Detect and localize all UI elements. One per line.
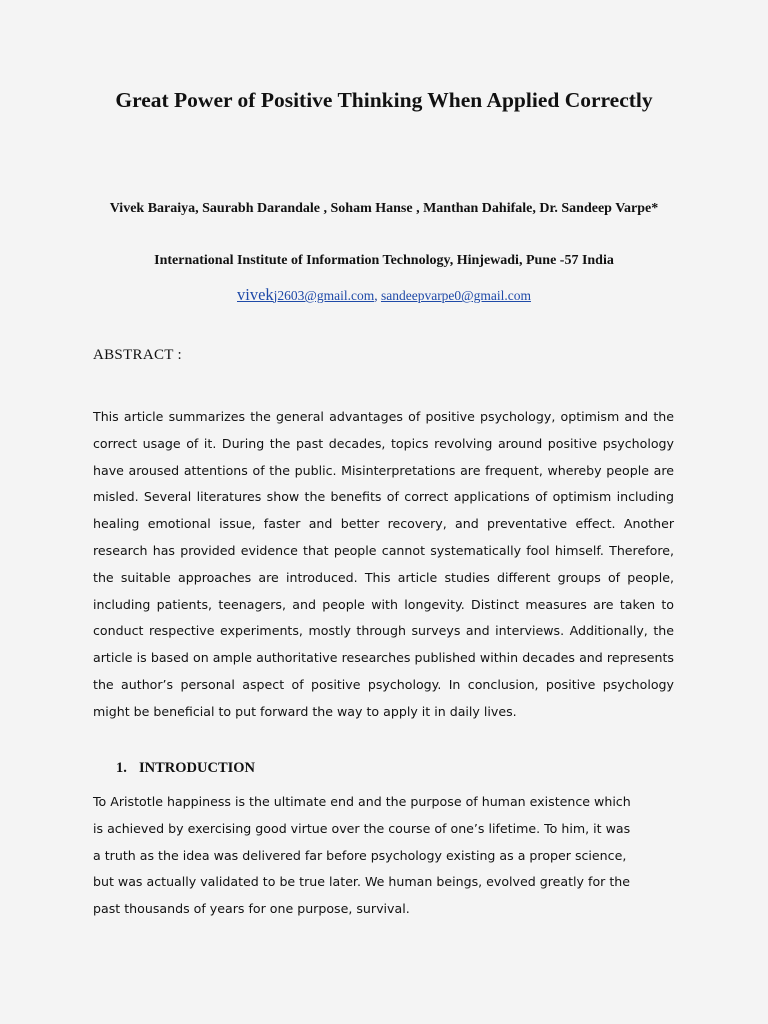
email-link-vivek-prefix: vivek <box>237 285 274 304</box>
affiliation: International Institute of Information Technology, Hinjewadi, Pune -57 India <box>154 253 614 268</box>
intro-line: past thousands of years for one purpose, survival. <box>93 901 410 917</box>
intro-line: is achieved by exercising good virtue over the course of one’s lifetime. To him, it was <box>93 820 631 836</box>
section-heading-introduction <box>116 760 255 777</box>
email-link-vivek-rest: j2603@gmail.com <box>273 288 375 303</box>
abstract-body: This article summarizes the general advantages of positive psychology, optimism and the correct usage of it. During the past decades, topics revolving around positive psychology have aroused attentions of the public. Misinterpretations are frequent, whereby people are misled. Several literatures show the benefits of correct applications of optimism including healing emotional issue, faster and better recovery, and preventative effect. Another research has provided evidence that people cannot systematically fool himself. Therefore, the suitable approaches are introduced. This article studies different groups of people, including patients, teenagers, and people with longevity. Distinct measures are taken to conduct respective experiments, mostly through surveys and interviews. Additionally, the article is based on ample authoritative researches published within decades and represents the author’s personal aspect of positive psychology. In conclusion, positive psychology might be beneficial to put forward the way to apply it in daily lives. <box>93 409 674 719</box>
intro-line: To Aristotle happiness is the ultimate end and the purpose of human existence which <box>93 794 631 809</box>
author-list: Vivek Baraiya, Saurabh Darandale , Soham Hanse , Manthan Dahifale, Dr. Sandeep Varpe* <box>109 201 659 216</box>
intro-line: but was actually validated to be true later. We human beings, evolved greatly for the <box>93 874 630 890</box>
introduction-body <box>93 789 638 923</box>
email-link-vivek[interactable] <box>237 285 375 304</box>
email-line <box>93 285 675 306</box>
paper-title: Great Power of Positive Thinking When Applied Correctly <box>115 88 653 112</box>
email-separator: , <box>374 288 381 303</box>
email-link-sandeep[interactable]: sandeepvarpe0@gmail.com <box>380 288 531 303</box>
section-number: 1. <box>116 760 127 776</box>
intro-line: a truth as the idea was delivered far before psychology existing as a proper science, <box>93 847 627 863</box>
section-title: INTRODUCTION <box>139 760 256 776</box>
abstract-heading: ABSTRACT : <box>93 347 182 363</box>
